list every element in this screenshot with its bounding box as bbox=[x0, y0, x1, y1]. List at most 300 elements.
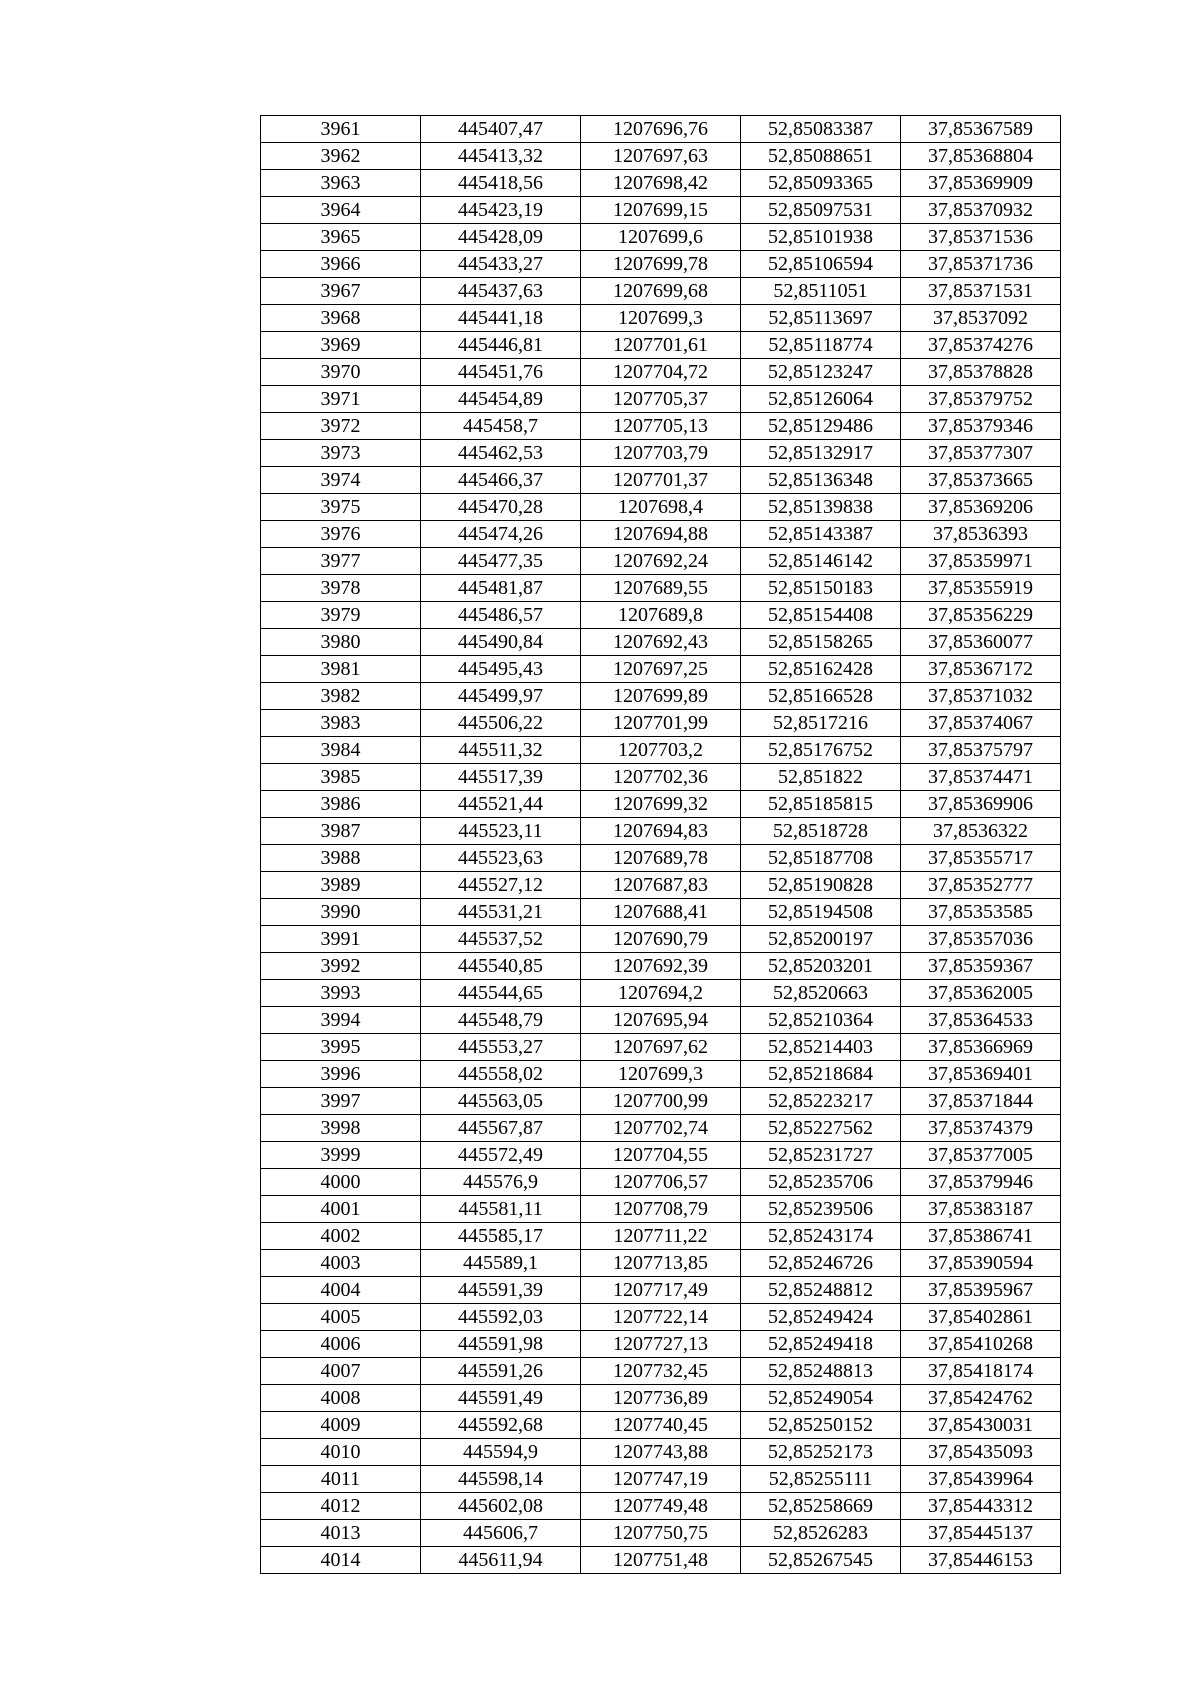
table-row bbox=[261, 872, 1061, 899]
x-coordinate-cell: 445418,56 bbox=[421, 170, 581, 197]
longitude-cell: 37,85374379 bbox=[901, 1115, 1061, 1142]
y-coordinate-cell: 1207699,32 bbox=[581, 791, 741, 818]
point-number-cell: 4012 bbox=[261, 1493, 421, 1520]
latitude-cell: 52,85249418 bbox=[741, 1331, 901, 1358]
longitude-cell: 37,85356229 bbox=[901, 602, 1061, 629]
latitude-cell: 52,85185815 bbox=[741, 791, 901, 818]
point-number-cell: 3962 bbox=[261, 143, 421, 170]
longitude-cell: 37,85418174 bbox=[901, 1358, 1061, 1385]
latitude-cell: 52,85214403 bbox=[741, 1034, 901, 1061]
latitude-cell: 52,85255111 bbox=[741, 1466, 901, 1493]
latitude-cell: 52,85258669 bbox=[741, 1493, 901, 1520]
y-coordinate-cell: 1207743,88 bbox=[581, 1439, 741, 1466]
x-coordinate-cell: 445563,05 bbox=[421, 1088, 581, 1115]
latitude-cell: 52,85194508 bbox=[741, 899, 901, 926]
y-coordinate-cell: 1207727,13 bbox=[581, 1331, 741, 1358]
table-row bbox=[261, 440, 1061, 467]
longitude-cell: 37,85378828 bbox=[901, 359, 1061, 386]
longitude-cell: 37,85360077 bbox=[901, 629, 1061, 656]
y-coordinate-cell: 1207711,22 bbox=[581, 1223, 741, 1250]
point-number-cell: 4014 bbox=[261, 1547, 421, 1574]
point-number-cell: 3992 bbox=[261, 953, 421, 980]
table-row bbox=[261, 683, 1061, 710]
table-row bbox=[261, 845, 1061, 872]
latitude-cell: 52,85166528 bbox=[741, 683, 901, 710]
longitude-cell: 37,85369906 bbox=[901, 791, 1061, 818]
x-coordinate-cell: 445592,68 bbox=[421, 1412, 581, 1439]
table-row bbox=[261, 359, 1061, 386]
latitude-cell: 52,85158265 bbox=[741, 629, 901, 656]
x-coordinate-cell: 445470,28 bbox=[421, 494, 581, 521]
latitude-cell: 52,85150183 bbox=[741, 575, 901, 602]
point-number-cell: 3984 bbox=[261, 737, 421, 764]
y-coordinate-cell: 1207702,36 bbox=[581, 764, 741, 791]
y-coordinate-cell: 1207701,99 bbox=[581, 710, 741, 737]
point-number-cell: 3974 bbox=[261, 467, 421, 494]
y-coordinate-cell: 1207692,39 bbox=[581, 953, 741, 980]
latitude-cell: 52,85239506 bbox=[741, 1196, 901, 1223]
x-coordinate-cell: 445581,11 bbox=[421, 1196, 581, 1223]
longitude-cell: 37,85371032 bbox=[901, 683, 1061, 710]
table-row bbox=[261, 1547, 1061, 1574]
x-coordinate-cell: 445481,87 bbox=[421, 575, 581, 602]
point-number-cell: 3997 bbox=[261, 1088, 421, 1115]
point-number-cell: 4009 bbox=[261, 1412, 421, 1439]
y-coordinate-cell: 1207702,74 bbox=[581, 1115, 741, 1142]
latitude-cell: 52,85097531 bbox=[741, 197, 901, 224]
x-coordinate-cell: 445499,97 bbox=[421, 683, 581, 710]
longitude-cell: 37,85395967 bbox=[901, 1277, 1061, 1304]
point-number-cell: 3999 bbox=[261, 1142, 421, 1169]
x-coordinate-cell: 445591,98 bbox=[421, 1331, 581, 1358]
latitude-cell: 52,85088651 bbox=[741, 143, 901, 170]
x-coordinate-cell: 445511,32 bbox=[421, 737, 581, 764]
longitude-cell: 37,85371736 bbox=[901, 251, 1061, 278]
table-row bbox=[261, 926, 1061, 953]
latitude-cell: 52,85118774 bbox=[741, 332, 901, 359]
table-row bbox=[261, 575, 1061, 602]
longitude-cell: 37,85355919 bbox=[901, 575, 1061, 602]
latitude-cell: 52,85139838 bbox=[741, 494, 901, 521]
latitude-cell: 52,85200197 bbox=[741, 926, 901, 953]
latitude-cell: 52,851822 bbox=[741, 764, 901, 791]
longitude-cell: 37,8536393 bbox=[901, 521, 1061, 548]
longitude-cell: 37,8537092 bbox=[901, 305, 1061, 332]
y-coordinate-cell: 1207694,83 bbox=[581, 818, 741, 845]
table-row bbox=[261, 1115, 1061, 1142]
y-coordinate-cell: 1207687,83 bbox=[581, 872, 741, 899]
table-row bbox=[261, 1088, 1061, 1115]
table-row bbox=[261, 1034, 1061, 1061]
longitude-cell: 37,85374067 bbox=[901, 710, 1061, 737]
y-coordinate-cell: 1207699,78 bbox=[581, 251, 741, 278]
point-number-cell: 3965 bbox=[261, 224, 421, 251]
latitude-cell: 52,85187708 bbox=[741, 845, 901, 872]
latitude-cell: 52,85129486 bbox=[741, 413, 901, 440]
longitude-cell: 37,85367172 bbox=[901, 656, 1061, 683]
point-number-cell: 3986 bbox=[261, 791, 421, 818]
table-row bbox=[261, 332, 1061, 359]
point-number-cell: 4006 bbox=[261, 1331, 421, 1358]
x-coordinate-cell: 445490,84 bbox=[421, 629, 581, 656]
longitude-cell: 37,85368804 bbox=[901, 143, 1061, 170]
coordinates-table bbox=[260, 115, 1061, 1574]
longitude-cell: 37,85439964 bbox=[901, 1466, 1061, 1493]
y-coordinate-cell: 1207740,45 bbox=[581, 1412, 741, 1439]
table-row bbox=[261, 1466, 1061, 1493]
x-coordinate-cell: 445446,81 bbox=[421, 332, 581, 359]
table-row bbox=[261, 467, 1061, 494]
point-number-cell: 3994 bbox=[261, 1007, 421, 1034]
longitude-cell: 37,85390594 bbox=[901, 1250, 1061, 1277]
table-row bbox=[261, 1169, 1061, 1196]
point-number-cell: 3966 bbox=[261, 251, 421, 278]
x-coordinate-cell: 445594,9 bbox=[421, 1439, 581, 1466]
latitude-cell: 52,85243174 bbox=[741, 1223, 901, 1250]
latitude-cell: 52,8517216 bbox=[741, 710, 901, 737]
table-row bbox=[261, 305, 1061, 332]
latitude-cell: 52,8520663 bbox=[741, 980, 901, 1007]
point-number-cell: 4013 bbox=[261, 1520, 421, 1547]
longitude-cell: 37,85374276 bbox=[901, 332, 1061, 359]
table-row bbox=[261, 1493, 1061, 1520]
latitude-cell: 52,85252173 bbox=[741, 1439, 901, 1466]
y-coordinate-cell: 1207750,75 bbox=[581, 1520, 741, 1547]
point-number-cell: 3964 bbox=[261, 197, 421, 224]
y-coordinate-cell: 1207722,14 bbox=[581, 1304, 741, 1331]
y-coordinate-cell: 1207697,63 bbox=[581, 143, 741, 170]
y-coordinate-cell: 1207706,57 bbox=[581, 1169, 741, 1196]
table-row bbox=[261, 980, 1061, 1007]
y-coordinate-cell: 1207699,68 bbox=[581, 278, 741, 305]
longitude-cell: 37,85410268 bbox=[901, 1331, 1061, 1358]
point-number-cell: 4002 bbox=[261, 1223, 421, 1250]
x-coordinate-cell: 445527,12 bbox=[421, 872, 581, 899]
x-coordinate-cell: 445521,44 bbox=[421, 791, 581, 818]
y-coordinate-cell: 1207692,43 bbox=[581, 629, 741, 656]
x-coordinate-cell: 445477,35 bbox=[421, 548, 581, 575]
point-number-cell: 3981 bbox=[261, 656, 421, 683]
table-row bbox=[261, 413, 1061, 440]
longitude-cell: 37,85424762 bbox=[901, 1385, 1061, 1412]
x-coordinate-cell: 445495,43 bbox=[421, 656, 581, 683]
longitude-cell: 37,85379752 bbox=[901, 386, 1061, 413]
point-number-cell: 3970 bbox=[261, 359, 421, 386]
latitude-cell: 52,85146142 bbox=[741, 548, 901, 575]
table-row bbox=[261, 1061, 1061, 1088]
x-coordinate-cell: 445558,02 bbox=[421, 1061, 581, 1088]
y-coordinate-cell: 1207689,78 bbox=[581, 845, 741, 872]
x-coordinate-cell: 445466,37 bbox=[421, 467, 581, 494]
point-number-cell: 3977 bbox=[261, 548, 421, 575]
y-coordinate-cell: 1207699,15 bbox=[581, 197, 741, 224]
point-number-cell: 4008 bbox=[261, 1385, 421, 1412]
y-coordinate-cell: 1207690,79 bbox=[581, 926, 741, 953]
y-coordinate-cell: 1207736,89 bbox=[581, 1385, 741, 1412]
x-coordinate-cell: 445451,76 bbox=[421, 359, 581, 386]
table-row bbox=[261, 1358, 1061, 1385]
y-coordinate-cell: 1207692,24 bbox=[581, 548, 741, 575]
table-row bbox=[261, 1277, 1061, 1304]
x-coordinate-cell: 445537,52 bbox=[421, 926, 581, 953]
y-coordinate-cell: 1207705,13 bbox=[581, 413, 741, 440]
table-row bbox=[261, 737, 1061, 764]
table-row bbox=[261, 629, 1061, 656]
latitude-cell: 52,85176752 bbox=[741, 737, 901, 764]
table-row bbox=[261, 656, 1061, 683]
y-coordinate-cell: 1207700,99 bbox=[581, 1088, 741, 1115]
table-row bbox=[261, 1439, 1061, 1466]
table-body bbox=[261, 116, 1061, 1574]
y-coordinate-cell: 1207699,3 bbox=[581, 305, 741, 332]
longitude-cell: 37,85362005 bbox=[901, 980, 1061, 1007]
latitude-cell: 52,85210364 bbox=[741, 1007, 901, 1034]
longitude-cell: 37,85377005 bbox=[901, 1142, 1061, 1169]
longitude-cell: 37,85435093 bbox=[901, 1439, 1061, 1466]
x-coordinate-cell: 445531,21 bbox=[421, 899, 581, 926]
point-number-cell: 3973 bbox=[261, 440, 421, 467]
table-row bbox=[261, 386, 1061, 413]
point-number-cell: 3996 bbox=[261, 1061, 421, 1088]
table-row bbox=[261, 116, 1061, 143]
table-row bbox=[261, 1412, 1061, 1439]
table-row bbox=[261, 1304, 1061, 1331]
longitude-cell: 37,8536322 bbox=[901, 818, 1061, 845]
latitude-cell: 52,8511051 bbox=[741, 278, 901, 305]
point-number-cell: 4003 bbox=[261, 1250, 421, 1277]
table-row bbox=[261, 494, 1061, 521]
longitude-cell: 37,85373665 bbox=[901, 467, 1061, 494]
longitude-cell: 37,85445137 bbox=[901, 1520, 1061, 1547]
longitude-cell: 37,85364533 bbox=[901, 1007, 1061, 1034]
longitude-cell: 37,85383187 bbox=[901, 1196, 1061, 1223]
point-number-cell: 3990 bbox=[261, 899, 421, 926]
latitude-cell: 52,85249424 bbox=[741, 1304, 901, 1331]
point-number-cell: 3993 bbox=[261, 980, 421, 1007]
y-coordinate-cell: 1207694,2 bbox=[581, 980, 741, 1007]
table-row bbox=[261, 791, 1061, 818]
longitude-cell: 37,85375797 bbox=[901, 737, 1061, 764]
longitude-cell: 37,85371844 bbox=[901, 1088, 1061, 1115]
longitude-cell: 37,85377307 bbox=[901, 440, 1061, 467]
x-coordinate-cell: 445589,1 bbox=[421, 1250, 581, 1277]
x-coordinate-cell: 445433,27 bbox=[421, 251, 581, 278]
point-number-cell: 4005 bbox=[261, 1304, 421, 1331]
y-coordinate-cell: 1207695,94 bbox=[581, 1007, 741, 1034]
latitude-cell: 52,8526283 bbox=[741, 1520, 901, 1547]
latitude-cell: 52,85250152 bbox=[741, 1412, 901, 1439]
latitude-cell: 52,85126064 bbox=[741, 386, 901, 413]
latitude-cell: 52,85203201 bbox=[741, 953, 901, 980]
x-coordinate-cell: 445474,26 bbox=[421, 521, 581, 548]
y-coordinate-cell: 1207696,76 bbox=[581, 116, 741, 143]
point-number-cell: 3998 bbox=[261, 1115, 421, 1142]
table-row bbox=[261, 170, 1061, 197]
x-coordinate-cell: 445454,89 bbox=[421, 386, 581, 413]
table-row bbox=[261, 1331, 1061, 1358]
x-coordinate-cell: 445606,7 bbox=[421, 1520, 581, 1547]
y-coordinate-cell: 1207713,85 bbox=[581, 1250, 741, 1277]
longitude-cell: 37,85379946 bbox=[901, 1169, 1061, 1196]
point-number-cell: 4010 bbox=[261, 1439, 421, 1466]
point-number-cell: 3967 bbox=[261, 278, 421, 305]
table-row bbox=[261, 1223, 1061, 1250]
longitude-cell: 37,85379346 bbox=[901, 413, 1061, 440]
longitude-cell: 37,85369206 bbox=[901, 494, 1061, 521]
longitude-cell: 37,85359367 bbox=[901, 953, 1061, 980]
point-number-cell: 3983 bbox=[261, 710, 421, 737]
point-number-cell: 3982 bbox=[261, 683, 421, 710]
x-coordinate-cell: 445576,9 bbox=[421, 1169, 581, 1196]
x-coordinate-cell: 445423,19 bbox=[421, 197, 581, 224]
latitude-cell: 52,85162428 bbox=[741, 656, 901, 683]
point-number-cell: 3995 bbox=[261, 1034, 421, 1061]
longitude-cell: 37,85352777 bbox=[901, 872, 1061, 899]
x-coordinate-cell: 445591,49 bbox=[421, 1385, 581, 1412]
x-coordinate-cell: 445506,22 bbox=[421, 710, 581, 737]
longitude-cell: 37,85366969 bbox=[901, 1034, 1061, 1061]
latitude-cell: 52,85246726 bbox=[741, 1250, 901, 1277]
longitude-cell: 37,85359971 bbox=[901, 548, 1061, 575]
point-number-cell: 3988 bbox=[261, 845, 421, 872]
latitude-cell: 52,85248812 bbox=[741, 1277, 901, 1304]
table-row bbox=[261, 1520, 1061, 1547]
x-coordinate-cell: 445523,63 bbox=[421, 845, 581, 872]
y-coordinate-cell: 1207698,42 bbox=[581, 170, 741, 197]
x-coordinate-cell: 445611,94 bbox=[421, 1547, 581, 1574]
longitude-cell: 37,85371536 bbox=[901, 224, 1061, 251]
y-coordinate-cell: 1207704,55 bbox=[581, 1142, 741, 1169]
x-coordinate-cell: 445458,7 bbox=[421, 413, 581, 440]
y-coordinate-cell: 1207698,4 bbox=[581, 494, 741, 521]
point-number-cell: 3975 bbox=[261, 494, 421, 521]
y-coordinate-cell: 1207699,6 bbox=[581, 224, 741, 251]
table-row bbox=[261, 251, 1061, 278]
point-number-cell: 3963 bbox=[261, 170, 421, 197]
x-coordinate-cell: 445591,39 bbox=[421, 1277, 581, 1304]
table-row bbox=[261, 224, 1061, 251]
y-coordinate-cell: 1207689,8 bbox=[581, 602, 741, 629]
y-coordinate-cell: 1207708,79 bbox=[581, 1196, 741, 1223]
table-row bbox=[261, 278, 1061, 305]
point-number-cell: 3968 bbox=[261, 305, 421, 332]
point-number-cell: 4011 bbox=[261, 1466, 421, 1493]
y-coordinate-cell: 1207701,37 bbox=[581, 467, 741, 494]
table-row bbox=[261, 953, 1061, 980]
y-coordinate-cell: 1207703,2 bbox=[581, 737, 741, 764]
x-coordinate-cell: 445407,47 bbox=[421, 116, 581, 143]
point-number-cell: 4004 bbox=[261, 1277, 421, 1304]
point-number-cell: 3987 bbox=[261, 818, 421, 845]
table-row bbox=[261, 818, 1061, 845]
y-coordinate-cell: 1207697,25 bbox=[581, 656, 741, 683]
y-coordinate-cell: 1207705,37 bbox=[581, 386, 741, 413]
x-coordinate-cell: 445592,03 bbox=[421, 1304, 581, 1331]
latitude-cell: 52,85267545 bbox=[741, 1547, 901, 1574]
point-number-cell: 4000 bbox=[261, 1169, 421, 1196]
y-coordinate-cell: 1207749,48 bbox=[581, 1493, 741, 1520]
latitude-cell: 52,85083387 bbox=[741, 116, 901, 143]
longitude-cell: 37,85371531 bbox=[901, 278, 1061, 305]
latitude-cell: 52,85248813 bbox=[741, 1358, 901, 1385]
x-coordinate-cell: 445548,79 bbox=[421, 1007, 581, 1034]
latitude-cell: 52,85249054 bbox=[741, 1385, 901, 1412]
latitude-cell: 52,85190828 bbox=[741, 872, 901, 899]
latitude-cell: 52,85113697 bbox=[741, 305, 901, 332]
longitude-cell: 37,85386741 bbox=[901, 1223, 1061, 1250]
x-coordinate-cell: 445553,27 bbox=[421, 1034, 581, 1061]
x-coordinate-cell: 445517,39 bbox=[421, 764, 581, 791]
point-number-cell: 3985 bbox=[261, 764, 421, 791]
x-coordinate-cell: 445544,65 bbox=[421, 980, 581, 1007]
longitude-cell: 37,85369401 bbox=[901, 1061, 1061, 1088]
y-coordinate-cell: 1207751,48 bbox=[581, 1547, 741, 1574]
y-coordinate-cell: 1207699,3 bbox=[581, 1061, 741, 1088]
latitude-cell: 52,85132917 bbox=[741, 440, 901, 467]
latitude-cell: 52,85123247 bbox=[741, 359, 901, 386]
latitude-cell: 52,85227562 bbox=[741, 1115, 901, 1142]
longitude-cell: 37,85370932 bbox=[901, 197, 1061, 224]
x-coordinate-cell: 445413,32 bbox=[421, 143, 581, 170]
y-coordinate-cell: 1207689,55 bbox=[581, 575, 741, 602]
x-coordinate-cell: 445602,08 bbox=[421, 1493, 581, 1520]
x-coordinate-cell: 445437,63 bbox=[421, 278, 581, 305]
x-coordinate-cell: 445598,14 bbox=[421, 1466, 581, 1493]
table-row bbox=[261, 1007, 1061, 1034]
x-coordinate-cell: 445591,26 bbox=[421, 1358, 581, 1385]
point-number-cell: 4001 bbox=[261, 1196, 421, 1223]
longitude-cell: 37,85443312 bbox=[901, 1493, 1061, 1520]
table-row bbox=[261, 1250, 1061, 1277]
point-number-cell: 3989 bbox=[261, 872, 421, 899]
point-number-cell: 3971 bbox=[261, 386, 421, 413]
latitude-cell: 52,8518728 bbox=[741, 818, 901, 845]
table-row bbox=[261, 602, 1061, 629]
latitude-cell: 52,85218684 bbox=[741, 1061, 901, 1088]
longitude-cell: 37,85430031 bbox=[901, 1412, 1061, 1439]
point-number-cell: 3978 bbox=[261, 575, 421, 602]
table-row bbox=[261, 899, 1061, 926]
table-row bbox=[261, 143, 1061, 170]
point-number-cell: 4007 bbox=[261, 1358, 421, 1385]
x-coordinate-cell: 445523,11 bbox=[421, 818, 581, 845]
x-coordinate-cell: 445462,53 bbox=[421, 440, 581, 467]
longitude-cell: 37,85374471 bbox=[901, 764, 1061, 791]
longitude-cell: 37,85353585 bbox=[901, 899, 1061, 926]
y-coordinate-cell: 1207699,89 bbox=[581, 683, 741, 710]
point-number-cell: 3980 bbox=[261, 629, 421, 656]
y-coordinate-cell: 1207694,88 bbox=[581, 521, 741, 548]
longitude-cell: 37,85367589 bbox=[901, 116, 1061, 143]
y-coordinate-cell: 1207701,61 bbox=[581, 332, 741, 359]
x-coordinate-cell: 445585,17 bbox=[421, 1223, 581, 1250]
latitude-cell: 52,85231727 bbox=[741, 1142, 901, 1169]
x-coordinate-cell: 445428,09 bbox=[421, 224, 581, 251]
longitude-cell: 37,85355717 bbox=[901, 845, 1061, 872]
table-row bbox=[261, 1142, 1061, 1169]
point-number-cell: 3961 bbox=[261, 116, 421, 143]
table-row bbox=[261, 548, 1061, 575]
latitude-cell: 52,85223217 bbox=[741, 1088, 901, 1115]
point-number-cell: 3969 bbox=[261, 332, 421, 359]
table-row bbox=[261, 521, 1061, 548]
x-coordinate-cell: 445567,87 bbox=[421, 1115, 581, 1142]
table-row bbox=[261, 710, 1061, 737]
latitude-cell: 52,85143387 bbox=[741, 521, 901, 548]
x-coordinate-cell: 445572,49 bbox=[421, 1142, 581, 1169]
latitude-cell: 52,85154408 bbox=[741, 602, 901, 629]
point-number-cell: 3991 bbox=[261, 926, 421, 953]
